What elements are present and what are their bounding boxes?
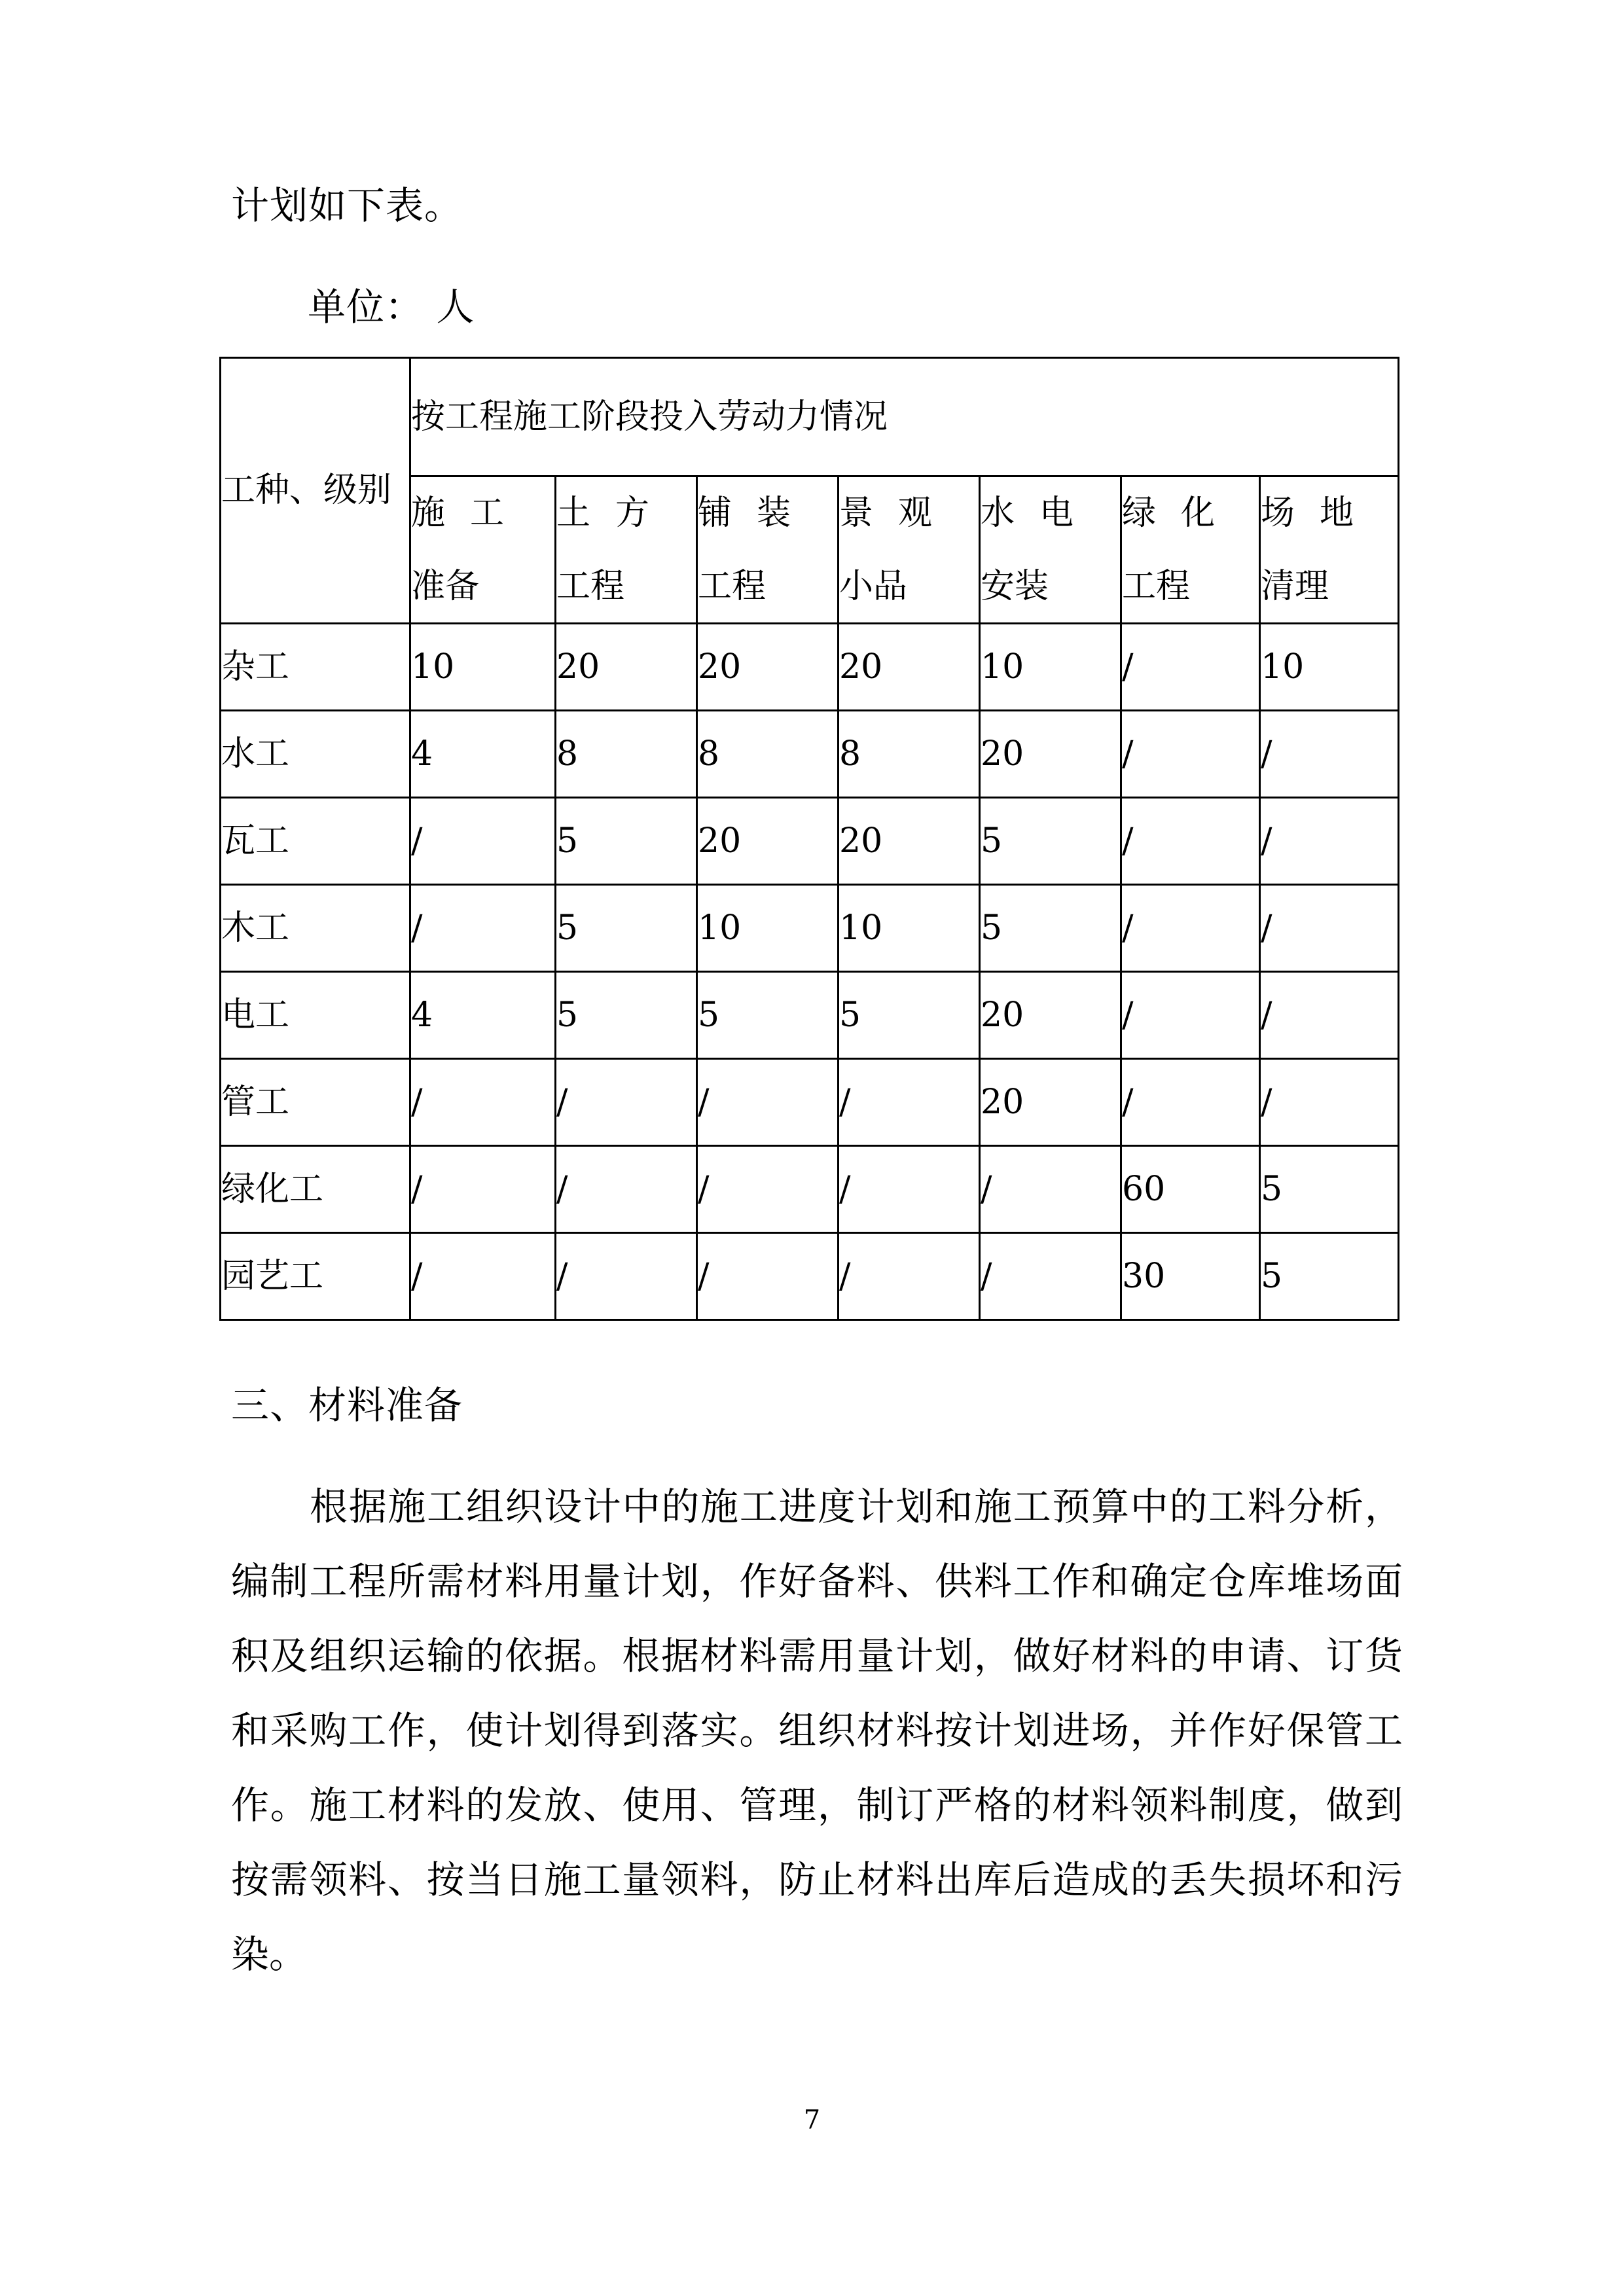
table-cell-r3-c1: 5 [556, 885, 697, 972]
column-header-glyph: 景 [839, 493, 874, 533]
table-row [221, 1233, 1399, 1320]
table-cell-r3-c0: / [410, 885, 556, 972]
column-header-top-line [1261, 490, 1354, 536]
table-cell-r1-c5: / [1121, 711, 1260, 798]
table-cell-r6-c5: 60 [1121, 1146, 1260, 1233]
table-row-label: 管工 [221, 1059, 410, 1146]
table-cell-r5-c2: / [697, 1059, 839, 1146]
table-cell-r6-c6: 5 [1260, 1146, 1399, 1233]
table-row-label: 木工 [221, 885, 410, 972]
table-cell-r7-c4: / [980, 1233, 1121, 1320]
table-cell-r6-c3: / [839, 1146, 980, 1233]
table-row [221, 798, 1399, 885]
table-row-label: 园艺工 [221, 1233, 410, 1320]
column-header-glyph: 化 [1180, 493, 1215, 533]
table-row-label: 绿化工 [221, 1146, 410, 1233]
column-header-top-line [556, 490, 649, 536]
column-header-glyph: 方 [615, 493, 649, 533]
table-row [221, 1146, 1399, 1233]
table-column-header-4 [980, 476, 1121, 624]
section-heading: 三、材料准备 [231, 1383, 463, 1427]
column-header-glyph: 场 [1261, 493, 1295, 533]
table-cell-r3-c2: 10 [697, 885, 839, 972]
column-header-bottom-line: 工程 [1122, 567, 1191, 606]
table-cell-r2-c4: 5 [980, 798, 1121, 885]
table-cell-r2-c2: 20 [697, 798, 839, 885]
table-cell-r7-c6: 5 [1260, 1233, 1399, 1320]
section-paragraph: 根据施工组织设计中的施工进度计划和施工预算中的工料分析，编制工程所需材料用量计划，作好备料、供料工作和确定仓库堆场面积及组织运输的依据。根据材料需用量计划，做好材料的申请、订货和采购工作，使计划得到落实。组织材料按计划进场，并作好保管工作。施工材料的发放、使用、管理，制订严格的材料领料制度，做到按需领料、按当日施工量领料，防止材料出库后造成的丢失损坏和污染。 [231, 1484, 1403, 1977]
column-header-glyph: 电 [1039, 493, 1074, 533]
column-header-glyph: 水 [981, 493, 1015, 533]
table-span-header: 按工程施工阶段投入劳动力情况 [410, 358, 1399, 476]
table-corner-category-header [221, 358, 410, 624]
table-cell-r5-c0: / [410, 1059, 556, 1146]
table-cell-r1-c4: 20 [980, 711, 1121, 798]
table-cell-r6-c0: / [410, 1146, 556, 1233]
column-header-top-line [839, 490, 932, 536]
table-cell-r0-c2: 20 [697, 624, 839, 711]
table-column-header-6 [1260, 476, 1399, 624]
table-cell-r5-c4: 20 [980, 1059, 1121, 1146]
table-cell-r1-c0: 4 [410, 711, 556, 798]
column-header-glyph: 装 [756, 493, 791, 533]
table-cell-r4-c2: 5 [697, 972, 839, 1059]
table-cell-r6-c1: / [556, 1146, 697, 1233]
unit-line: 单位： 人 [308, 285, 475, 329]
table-cell-r4-c4: 20 [980, 972, 1121, 1059]
table-cell-r3-c6: / [1260, 885, 1399, 972]
column-header-top-line [981, 490, 1074, 536]
table-cell-r4-c6: / [1260, 972, 1399, 1059]
table-cell-r7-c5: 30 [1121, 1233, 1260, 1320]
table-cell-r1-c6: / [1260, 711, 1399, 798]
table-column-header-3 [839, 476, 980, 624]
category-header-label: 工种、级别 [221, 471, 392, 511]
table-cell-r2-c0: / [410, 798, 556, 885]
table-row [221, 624, 1399, 711]
table-cell-r7-c2: / [697, 1233, 839, 1320]
table-cell-r0-c4: 10 [980, 624, 1121, 711]
table-row [221, 1059, 1399, 1146]
table-row-label: 瓦工 [221, 798, 410, 885]
table-cell-r7-c3: / [839, 1233, 980, 1320]
table-cell-r2-c5: / [1121, 798, 1260, 885]
table-cell-r0-c3: 20 [839, 624, 980, 711]
table-cell-r3-c4: 5 [980, 885, 1121, 972]
table-row [221, 885, 1399, 972]
table-cell-r2-c3: 20 [839, 798, 980, 885]
table-column-header-5 [1121, 476, 1260, 624]
column-header-glyph: 铺 [698, 493, 732, 533]
table-cell-r6-c2: / [697, 1146, 839, 1233]
column-header-glyph: 绿 [1122, 493, 1157, 533]
column-header-top-line [411, 490, 504, 536]
table-cell-r4-c3: 5 [839, 972, 980, 1059]
column-header-glyph: 施 [411, 493, 446, 533]
column-header-glyph: 工 [469, 493, 504, 533]
table-cell-r5-c5: / [1121, 1059, 1260, 1146]
table-column-header-1 [556, 476, 697, 624]
table-cell-r5-c1: / [556, 1059, 697, 1146]
table-row-label: 电工 [221, 972, 410, 1059]
column-header-bottom-line: 工程 [698, 567, 767, 606]
table-cell-r0-c6: 10 [1260, 624, 1399, 711]
column-header-bottom-line: 准备 [411, 567, 480, 606]
table-cell-r5-c3: / [839, 1059, 980, 1146]
table-header-row-top [221, 358, 1399, 476]
table-cell-r1-c1: 8 [556, 711, 697, 798]
column-header-top-line [1122, 490, 1215, 536]
table-cell-r2-c1: 5 [556, 798, 697, 885]
table-column-header-0 [410, 476, 556, 624]
column-header-bottom-line: 安装 [981, 567, 1049, 606]
column-header-bottom-line: 工程 [556, 567, 625, 606]
column-header-bottom-line: 小品 [839, 567, 908, 606]
table-cell-r4-c5: / [1121, 972, 1260, 1059]
table-cell-r1-c3: 8 [839, 711, 980, 798]
column-header-glyph: 土 [556, 493, 591, 533]
table-column-header-2 [697, 476, 839, 624]
table-row-label: 水工 [221, 711, 410, 798]
table-cell-r2-c6: / [1260, 798, 1399, 885]
table-cell-r6-c4: / [980, 1146, 1121, 1233]
page-number: 7 [803, 2105, 821, 2135]
table-cell-r4-c0: 4 [410, 972, 556, 1059]
table-cell-r3-c3: 10 [839, 885, 980, 972]
labor-allocation-table [219, 357, 1399, 1321]
table-row [221, 972, 1399, 1059]
column-header-glyph: 观 [897, 493, 932, 533]
table-row [221, 711, 1399, 798]
table-cell-r0-c5: / [1121, 624, 1260, 711]
table-cell-r0-c1: 20 [556, 624, 697, 711]
column-header-bottom-line: 清理 [1261, 567, 1329, 606]
column-header-top-line [698, 490, 791, 536]
intro-line: 计划如下表。 [231, 183, 463, 228]
table-cell-r7-c0: / [410, 1233, 556, 1320]
table-cell-r1-c2: 8 [697, 711, 839, 798]
table-cell-r3-c5: / [1121, 885, 1260, 972]
table-row-label: 杂工 [221, 624, 410, 711]
table-cell-r5-c6: / [1260, 1059, 1399, 1146]
table-cell-r4-c1: 5 [556, 972, 697, 1059]
table-cell-r0-c0: 10 [410, 624, 556, 711]
table-cell-r7-c1: / [556, 1233, 697, 1320]
column-header-glyph: 地 [1319, 493, 1354, 533]
